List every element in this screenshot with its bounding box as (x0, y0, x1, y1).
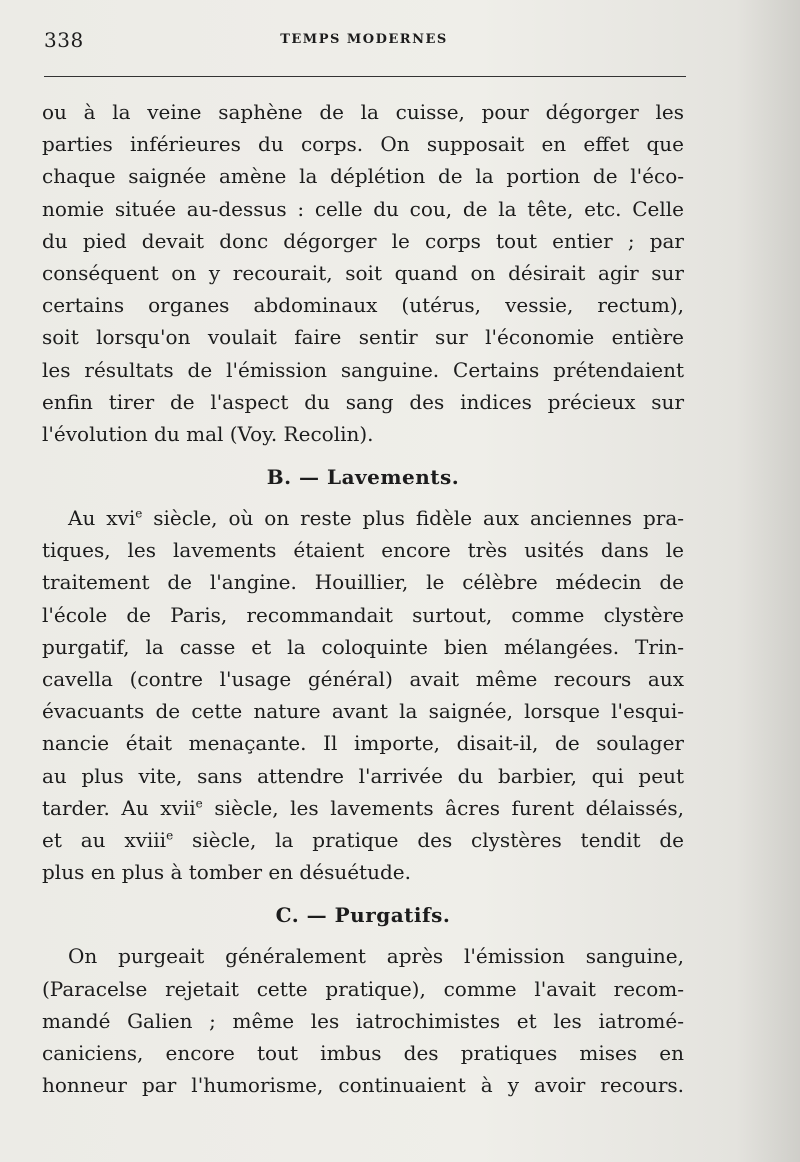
text-line: caniciens, encore tout imbus des pratiques mises en (42, 1040, 684, 1065)
section-heading-lavements: B. — Lavements. (266, 465, 460, 490)
text-line: au plus vite, sans attendre l'arrivée du barbier, qui peut (42, 763, 684, 788)
running-title: TEMPS MODERNES (280, 32, 448, 47)
text-line: On purgeait généralement après l'émission sanguine, (68, 944, 684, 969)
text-run: Au xvi (68, 506, 136, 531)
text-line: les résultats de l'émission sanguine. Certains prétendaient (42, 357, 684, 382)
text-line (42, 824, 684, 856)
text-line: plus en plus à tomber en désuétude. (42, 860, 411, 885)
text-line: tiques, les lavements étaient encore très usités dans le (42, 538, 684, 563)
text-line (42, 502, 684, 534)
text-line: nancie était menaçante. Il importe, disait-il, de soulager (42, 731, 684, 756)
text-line: conséquent on y recourait, soit quand on désirait agir sur (42, 260, 684, 285)
text-line: traitement de l'angine. Houillier, le célèbre médecin de (42, 570, 684, 595)
section-heading-purgatifs: C. — Purgatifs. (275, 903, 451, 928)
text-line: parties inférieures du corps. On supposait en effet que (42, 132, 684, 157)
text-run: siècle, où on reste plus fidèle aux anciennes pra- (142, 506, 684, 531)
superscript: e (135, 506, 143, 521)
text-line: du pied devait donc dégorger le corps tout entier ; par (42, 228, 684, 253)
header-rule (44, 76, 686, 77)
superscript: e (166, 828, 174, 843)
text-line: chaque saignée amène la déplétion de la portion de l'éco- (42, 164, 684, 189)
text-line: purgatif, la casse et la coloquinte bien mélangées. Trin- (42, 634, 684, 659)
text-line: l'école de Paris, recommandait surtout, comme clystère (42, 602, 684, 627)
text-run: siècle, la pratique des clystères tendit de (173, 827, 684, 852)
body-text (42, 96, 684, 1101)
text-line: l'évolution du mal (Voy. Recolin). (42, 421, 374, 446)
text-line (42, 792, 684, 824)
superscript: e (195, 796, 203, 811)
page-number: 338 (44, 28, 84, 52)
text-line: nomie située au-dessus : celle du cou, de la tête, etc. Celle (42, 196, 684, 221)
running-head (44, 28, 684, 58)
text-run: tarder. Au xvii (42, 795, 196, 820)
text-run: siècle, les lavements âcres furent délaissés, (202, 795, 684, 820)
text-line: enfin tirer de l'aspect du sang des indices précieux sur (42, 389, 684, 414)
text-line: évacuants de cette nature avant la saignée, lorsque l'esqui- (42, 699, 684, 724)
text-line: ou à la veine saphène de la cuisse, pour dégorger les (42, 100, 684, 124)
text-line: honneur par l'humorisme, continuaient à y avoir recours. (42, 1073, 684, 1098)
text-run: et au xviii (42, 827, 167, 852)
text-line: mandé Galien ; même les iatrochimistes et les iatromé- (42, 1008, 684, 1033)
text-line: certains organes abdominaux (utérus, vessie, rectum), (42, 293, 684, 318)
text-line: cavella (contre l'usage général) avait même recours aux (42, 667, 684, 691)
text-line: soit lorsqu'on voulait faire sentir sur l'économie entière (42, 325, 684, 350)
text-line: (Paracelse rejetait cette pratique), comme l'avait recom- (42, 976, 684, 1001)
